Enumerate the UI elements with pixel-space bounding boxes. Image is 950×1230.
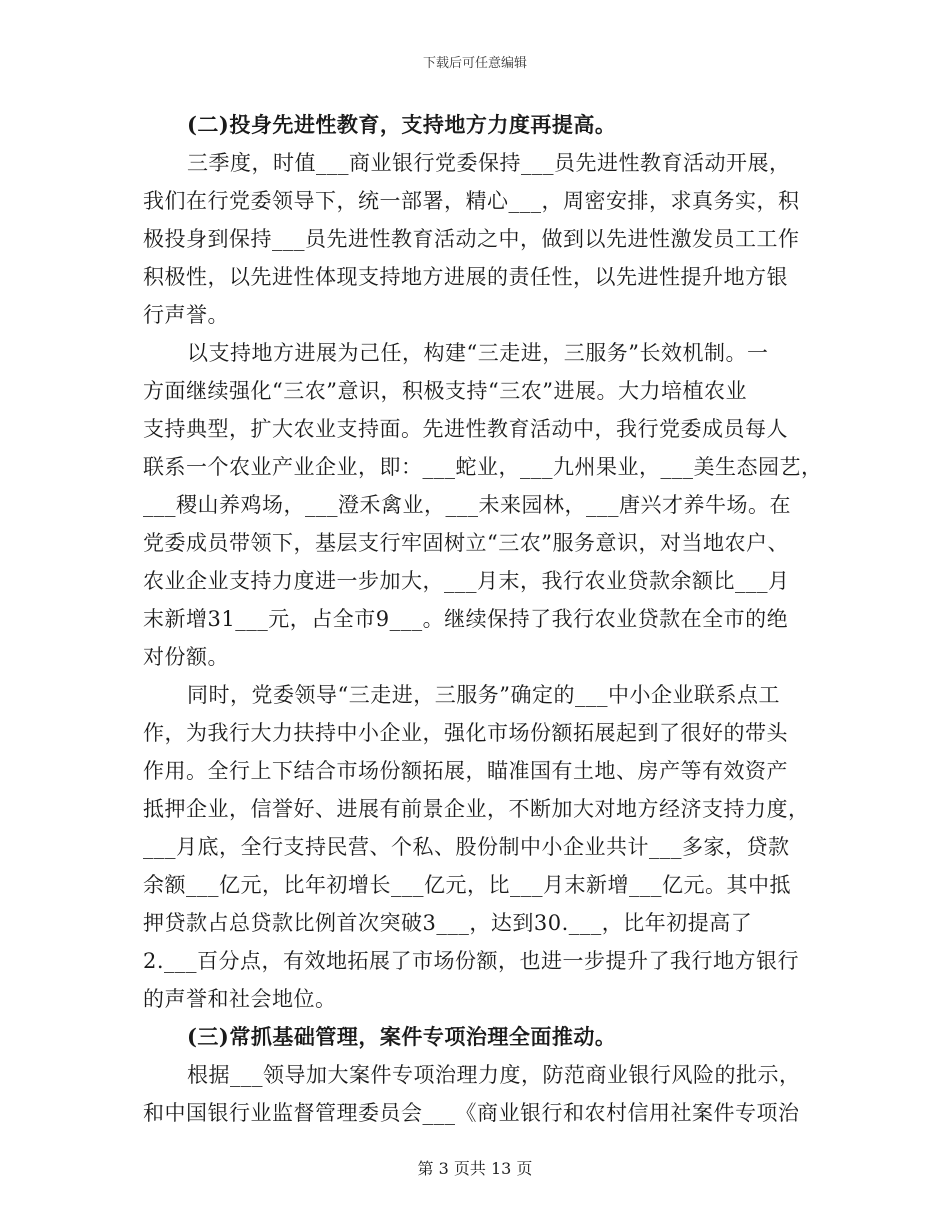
text-line: 同时，党委领导“三走进，三服务”确定的___中小企业联系点工 [187,683,780,707]
text-line: 农业企业支持力度进一步加大，___月末，我行农业贷款余额比___月 [143,569,790,593]
text-line: 末新增31___元，占全市9___。继续保持了我行农业贷款在全市的绝 [143,607,789,631]
text-line: 的声誉和社会地位。 [143,987,337,1011]
page-footer: 第 3 页共 13 页 [417,1159,533,1178]
text-line: ___稷山养鸡场，___澄禾禽业，___未来园林，___唐兴才养牛场。在 [143,493,791,517]
section-heading: (二)投身先进性教育，支持地方力度再提高。 [187,112,617,137]
text-line: 积极性，以先进性体现支持地方进展的责任性，以先进性提升地方银 [143,265,788,289]
text-line: 对份额。 [143,645,229,669]
text-line: 方面继续强化“三农”意识，积极支持“三农”进展。大力培植农业 [143,379,747,403]
document-body [143,106,823,1132]
text-line: 根据___领导加大案件专项治理力度，防范商业银行风险的批示， [187,1063,801,1087]
text-line: 联系一个农业产业企业，即：___蛇业，___九州果业，___美生态园艺， [143,455,823,479]
text-line: 行声誉。 [143,303,229,327]
text-line: 支持典型，扩大农业支持面。先进性教育活动中，我行党委成员每人 [143,417,788,441]
text-line: ___月底，全行支持民营、个私、股份制中小企业共计___多家，贷款 [143,835,790,859]
text-line: 党委成员带领下，基层支行牢固树立“三农”服务意识，对当地农户、 [143,531,789,555]
text-line: 余额___亿元，比年初增长___亿元，比___月末新增___亿元。其中抵 [143,873,791,897]
text-line: 作，为我行大力扶持中小企业，强化市场份额拓展起到了很好的带头 [143,721,788,745]
text-line: 以支持地方进展为己任，构建“三走进，三服务”长效机制。一 [187,341,769,365]
text-line: 2.___百分点，有效地拓展了市场份额，也进一步提升了我行地方银行 [143,949,800,973]
text-line: 作用。全行上下结合市场份额拓展，瞄准国有土地、房产等有效资产 [143,759,788,783]
text-line: 抵押企业，信誉好、进展有前景企业，不断加大对地方经济支持力度， [143,797,810,821]
text-line: 和中国银行业监督管理委员会___《商业银行和农村信用社案件专项治 [143,1101,800,1125]
text-line: 三季度，时值___商业银行党委保持___员先进性教育活动开展， [187,151,791,175]
text-line: 押贷款占总贷款比例首次突破3___，达到30.___，比年初提高了 [143,911,753,935]
text-line: 我们在行党委领导下，统一部署，精心___，周密安排，求真务实，积 [143,189,800,213]
section-heading: (三)常抓基础管理，案件专项治理全面推动。 [187,1024,617,1049]
page-header: 下载后可任意编辑 [422,56,527,71]
text-line: 极投身到保持___员先进性教育活动之中，做到以先进性激发员工工作 [143,227,800,251]
